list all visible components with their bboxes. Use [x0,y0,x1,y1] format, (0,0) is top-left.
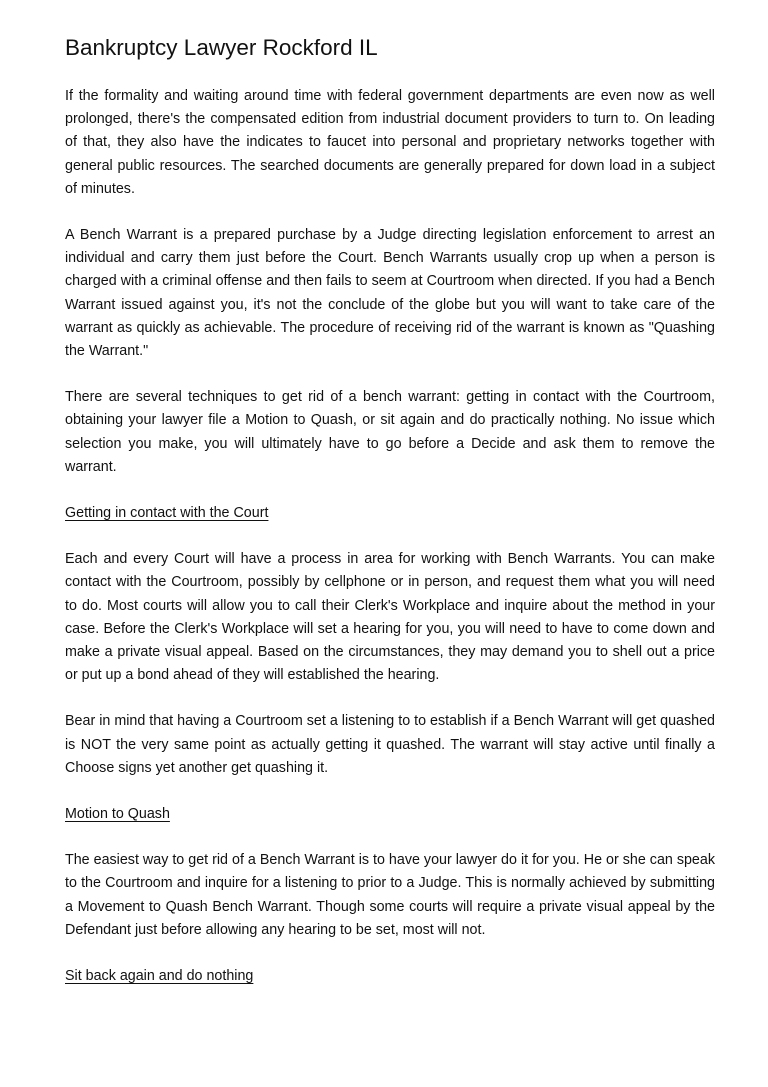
section-heading-text: Getting in contact with the Court [65,505,269,522]
document-title: Bankruptcy Lawyer Rockford IL [65,35,378,60]
section-heading-text: Sit back again and do nothing [65,968,254,985]
paragraph-bear-in-mind: Bear in mind that having a Courtroom set a listening to to establish if a Bench Warrant will get quashed is NOT the very same point as actually getting it quashed. The warrant will stay active until finally a Choose signs yet another get quashing it. [65,713,715,776]
paragraph-intro: If the formality and waiting around time with federal government departments are even now as well prolonged, there's the compensated edition from industrial document providers to turn to. On leading of that, they also have the indicates to faucet into personal and proprietary networks together with general public resources. The searched documents are generally prepared for down load in a subject of minutes. [65,88,715,197]
paragraph-techniques: There are several techniques to get rid of a bench warrant: getting in contact with the Courtroom, obtaining your lawyer file a Motion to Quash, or sit again and do practically nothing. No issue which selection you make, you will ultimately have to go before a Decide and ask them to remove the warrant. [65,389,715,475]
section-heading-text: Motion to Quash [65,806,170,823]
section-heading-do-nothing [65,965,715,988]
section-heading-motion-to-quash [65,803,715,826]
document-page [65,33,715,1011]
paragraph-court-process: Each and every Court will have a process in area for working with Bench Warrants. You can make contact with the Courtroom, possibly by cellphone or in person, and request them what you will need to do. Most courts will allow you to call their Clerk's Workplace and inquire about the method in your case. Before the Clerk's Workplace will set a hearing for you, you will need to have to come down and make a private visual appeal. Based on the circumstances, they may demand you to shell out a price or put up a bond ahead of they will established the hearing. [65,551,715,684]
paragraph-lawyer: The easiest way to get rid of a Bench Warrant is to have your lawyer do it for you. He or she can speak to the Courtroom and inquire for a listening to prior to a Judge. This is normally achieved by submitting a Movement to Quash Bench Warrant. Though some courts will require a private visual appeal by the Defendant just before allowing any hearing to be set, most will not. [65,852,715,938]
paragraph-bench-warrant: A Bench Warrant is a prepared purchase by a Judge directing legislation enforcement to arrest an individual and carry them just before the Court. Bench Warrants usually crop up when a person is charged with a criminal offense and then fails to seem at Courtroom when directed. If you had a Bench Warrant issued against you, it's not the conclude of the globe but you will want to take care of the warrant as quickly as achievable. The procedure of receiving rid of the warrant is known as "Quashing the Warrant." [65,227,715,360]
section-heading-contact-court [65,502,715,525]
